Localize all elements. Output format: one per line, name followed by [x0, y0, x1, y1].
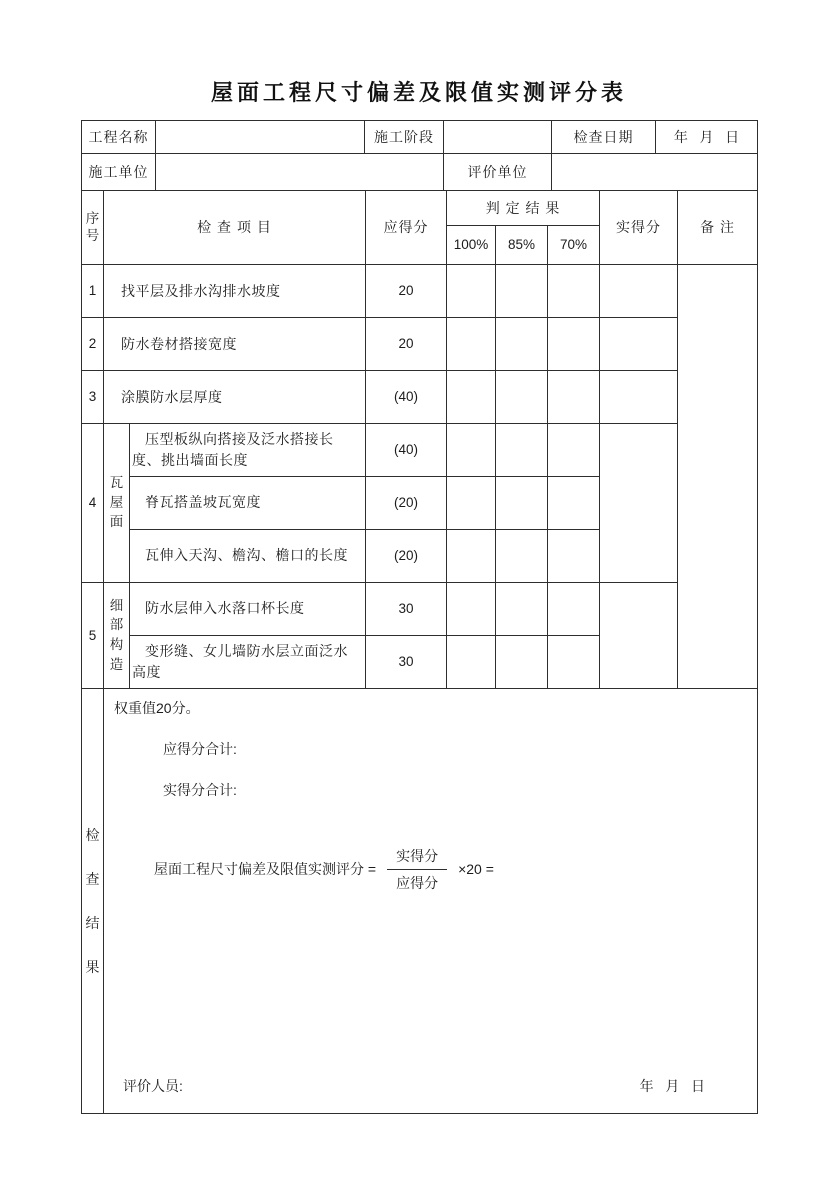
- judge-cell-85[interactable]: [496, 635, 548, 688]
- formula-denominator: 应得分: [396, 874, 439, 891]
- due-score: (40): [366, 423, 447, 476]
- weight-note: 权重值20分。: [114, 699, 200, 716]
- judge-level-100: 100%: [447, 225, 496, 264]
- due-score: (20): [366, 476, 447, 529]
- judge-cell-85[interactable]: [496, 529, 548, 582]
- project-name-input-cell[interactable]: [156, 121, 365, 154]
- check-item: 变形缝、女儿墙防水层立面泛水高度: [130, 635, 366, 688]
- row-group-label: 瓦屋面: [104, 423, 130, 582]
- item-header: 检 查 项 目: [104, 191, 366, 264]
- actual-score-cell[interactable]: [600, 423, 678, 582]
- judge-cell-85[interactable]: [496, 317, 548, 370]
- due-total-label: 应得分合计:: [163, 740, 237, 757]
- formula-prefix: 屋面工程尺寸偏差及限值实测评分 =: [154, 861, 377, 877]
- check-item: 找平层及排水沟排水坡度: [104, 264, 366, 317]
- due-score: 20: [366, 317, 447, 370]
- score-formula: [154, 846, 755, 893]
- info-table: [81, 120, 758, 191]
- check-item: 涂膜防水层厚度: [104, 370, 366, 423]
- judge-cell-70[interactable]: [548, 635, 600, 688]
- due-score-header: 应得分: [366, 191, 447, 264]
- formula-fraction: [387, 846, 447, 893]
- remark-header: 备 注: [678, 191, 758, 264]
- check-item: 压型板纵向搭接及泛水搭接长度、挑出墙面长度: [130, 423, 366, 476]
- judge-cell-70[interactable]: [548, 529, 600, 582]
- judge-result-header: 判 定 结 果: [447, 191, 600, 225]
- evaluator-label: 评价人员:: [123, 1077, 183, 1094]
- project-name-label: 工程名称: [82, 121, 156, 154]
- result-footer: [106, 1076, 755, 1096]
- judge-cell-70[interactable]: [548, 582, 600, 635]
- stage-label: 施工阶段: [365, 121, 444, 154]
- judge-cell-100[interactable]: [447, 423, 496, 476]
- actual-score-cell[interactable]: [600, 582, 678, 688]
- judge-level-70: 70%: [548, 225, 600, 264]
- judge-cell-70[interactable]: [548, 370, 600, 423]
- judge-cell-100[interactable]: [447, 370, 496, 423]
- judge-cell-70[interactable]: [548, 317, 600, 370]
- judge-cell-100[interactable]: [447, 317, 496, 370]
- check-item: 防水层伸入水落口杯长度: [130, 582, 366, 635]
- judge-cell-85[interactable]: [496, 476, 548, 529]
- judge-cell-100[interactable]: [447, 582, 496, 635]
- judge-cell-85[interactable]: [496, 264, 548, 317]
- due-score: 20: [366, 264, 447, 317]
- check-item: 脊瓦搭盖坡瓦宽度: [130, 476, 366, 529]
- evaluation-unit-label: 评价单位: [444, 154, 552, 191]
- actual-score-header: 实得分: [600, 191, 678, 264]
- judge-cell-85[interactable]: [496, 423, 548, 476]
- row-no: 4: [82, 423, 104, 582]
- judge-cell-100[interactable]: [447, 264, 496, 317]
- result-section-label: 检查结果: [82, 689, 104, 1114]
- grade-table: [81, 191, 758, 689]
- check-date-input-cell[interactable]: 年 月 日: [656, 121, 758, 154]
- row-group-label: 细部构造: [104, 582, 130, 688]
- formula-suffix: ×20 =: [458, 861, 494, 877]
- row-no: 2: [82, 317, 104, 370]
- page-title: 屋面工程尺寸偏差及限值实测评分表: [210, 80, 627, 105]
- score-form: [81, 120, 757, 1114]
- builder-label: 施工单位: [82, 154, 156, 191]
- judge-cell-70[interactable]: [548, 476, 600, 529]
- due-score: 30: [366, 635, 447, 688]
- row-no: 3: [82, 370, 104, 423]
- actual-score-cell[interactable]: [600, 370, 678, 423]
- judge-cell-85[interactable]: [496, 370, 548, 423]
- judge-cell-100[interactable]: [447, 635, 496, 688]
- actual-score-cell[interactable]: [600, 317, 678, 370]
- result-content-cell[interactable]: [104, 689, 758, 1114]
- judge-cell-100[interactable]: [447, 476, 496, 529]
- stage-input-cell[interactable]: [444, 121, 552, 154]
- evaluation-unit-input-cell[interactable]: [552, 154, 758, 191]
- due-score: 30: [366, 582, 447, 635]
- due-score: (20): [366, 529, 447, 582]
- judge-cell-85[interactable]: [496, 582, 548, 635]
- check-item: 瓦伸入天沟、檐沟、檐口的长度: [130, 529, 366, 582]
- seq-header: 序号: [82, 191, 104, 264]
- check-date-label: 检查日期: [552, 121, 656, 154]
- actual-score-cell[interactable]: [600, 264, 678, 317]
- due-score: (40): [366, 370, 447, 423]
- row-no: 1: [82, 264, 104, 317]
- judge-cell-100[interactable]: [447, 529, 496, 582]
- row-no: 5: [82, 582, 104, 688]
- actual-total-label: 实得分合计:: [163, 781, 237, 798]
- judge-level-85: 85%: [496, 225, 548, 264]
- remark-cell[interactable]: [678, 264, 758, 688]
- judge-cell-70[interactable]: [548, 264, 600, 317]
- formula-numerator: 实得分: [387, 846, 447, 870]
- check-item: 防水卷材搭接宽度: [104, 317, 366, 370]
- result-table: [81, 689, 758, 1114]
- sign-date: 年 月 日: [639, 1077, 705, 1094]
- builder-input-cell[interactable]: [156, 154, 444, 191]
- judge-cell-70[interactable]: [548, 423, 600, 476]
